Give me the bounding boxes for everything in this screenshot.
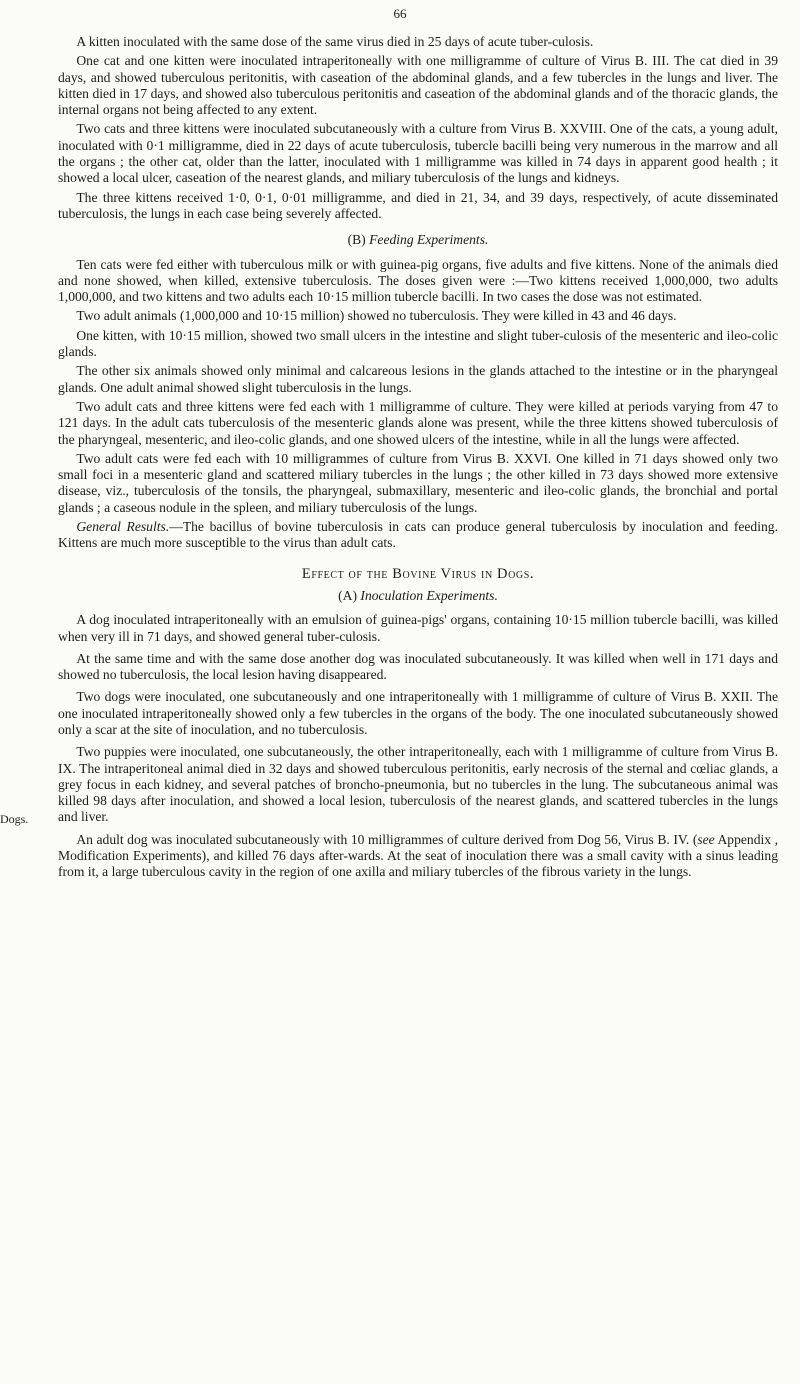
paragraph: One kitten, with 10·15 million, showed two small ulcers in the intestine and slight tuber-culosis of the mesenteric and ileo-colic glands.: [58, 327, 778, 360]
subheading-label: (A): [338, 587, 358, 603]
section-dogs-inoculation: [58, 612, 778, 880]
paragraph: Two adult cats were fed each with 10 milligrammes of culture from Virus B. XXVI. One killed in 71 days showed only two small foci in a mesenteric gland and scattered miliary tubercles in the lungs ; the other killed in 73 days showed more extensive disease, viz., tuberculosis of the tonsils, the pharyngeal, submaxillary, mesenteric and ileo-colic glands, the bronchial and portal glands ; a caseous nodule in the spleen, and miliary tuberculosis of the lungs.: [58, 450, 778, 515]
paragraph: Two adult animals (1,000,000 and 10·15 million) showed no tuberculosis. They were killed in 43 and 46 days.: [76, 308, 677, 324]
paragraph: Two puppies were inoculated, one subcutaneously, the other intraperitoneally, each with 1 milligramme of culture from Virus B. IX. The intraperitoneal animal died in 32 days and showed tuberculous peritonitis, early necrosis of the sternal and cœliac glands, a grey focus in each kidney, and several patches of broncho-pneumonia, but no tubercles in the lung. The subcutaneous animal was killed 98 days after inoculation, and showed a local lesion, tuberculosis of the nearest glands, and scattered tubercles in the lungs and liver.: [58, 744, 778, 825]
general-results: [58, 519, 778, 552]
subheading-title: Feeding Experiments.: [369, 232, 489, 248]
subheading-title: Inoculation Experiments.: [360, 587, 498, 603]
section-heading-dogs: Effect of the Bovine Virus in Dogs.: [301, 565, 535, 582]
paragraph: At the same time and with the same dose another dog was inoculated subcutaneously. It was killed when well in 171 days and showed no tuberculosis, the local lesion having disappeared.: [58, 650, 778, 683]
paragraph-part: Appendix , Modification Experiments), and killed 76 days after-wards. At the seat of inoculation there was a small cavity with a sinus leading from it, a large tuberculous cavity in the region of one axilla and miliary tubercles of the fibrous variety in the lungs.: [58, 831, 778, 880]
section-cats-feeding: [58, 257, 778, 552]
general-results-label: General Results.: [76, 519, 170, 535]
margin-note: Dogs.: [0, 812, 29, 826]
paragraph: The three kittens received 1·0, 0·1, 0·01 milligramme, and died in 21, 34, and 39 days, respectively, of acute disseminated tuberculosis, the lungs in each case being severely affected.: [58, 189, 778, 221]
paragraph: Two cats and three kittens were inoculated subcutaneously with a culture from Virus B. XXVIII. One of the cats, a young adult, inoculated with 0·1 milligramme, died in 22 days of acute tuberculosis, tubercle bacilli being very numerous in the marrow and all the organs ; the other cat, older than the latter, inoculated with 1 milligramme was killed in 74 days in apparent good health ; it showed a local ulcer, caseation of the nearest glands, and miliary tuberculosis of the lungs and kidneys.: [58, 121, 778, 186]
paragraph: A dog inoculated intraperitoneally with an emulsion of guinea-pigs' organs, containing 10·15 million tubercle bacilli, was killed when very ill in 71 days, and showed general tuber-culosis.: [58, 612, 778, 644]
page-number: 66: [393, 6, 407, 21]
paragraph-part: An adult dog was inoculated subcutaneously with 10 milligrammes of culture derived from Dog 56, Virus B. IV. (: [76, 831, 698, 847]
section-cats-inoculation: [58, 34, 778, 222]
paragraph: [58, 832, 778, 881]
paragraph: A kitten inoculated with the same dose of the same virus died in 25 days of acute tuber-culosis.: [76, 34, 594, 49]
subheading-inoculation: [58, 588, 778, 604]
paragraph: Ten cats were fed either with tuberculous milk or with guinea-pig organs, five adults and five kittens. None of the animals died and none showed, when killed, extensive tuberculosis. The doses given were :—Two kittens received 1,000,000, two adults 1,000,000, and two kittens and two adults each 10·15 million tubercle bacilli. In two cases the dose was not estimated.: [58, 256, 778, 305]
general-results-text: —The bacillus of bovine tuberculosis in cats can produce general tuberculosis by inoculation and feeding. Kittens are much more susceptible to the virus than adult cats.: [58, 519, 778, 551]
paragraph: One cat and one kitten were inoculated intraperitoneally with one milligramme of culture of Virus B. III. The cat died in 39 days, and showed tuberculous peritonitis, with caseation of the abdominal glands, and a few tubercles in the lungs and liver. The kitten died in 17 days, and showed also tuberculous peritonitis and caseation of the abdominal glands and of the thoracic glands, the internal organs not being affected to any extent.: [58, 53, 778, 118]
see-reference: see: [697, 831, 715, 847]
subheading-feeding: [58, 232, 778, 248]
paragraph: The other six animals showed only minimal and calcareous lesions in the glands attached to the intestine or in the pharyngeal glands. One adult animal showed slight tuberculosis in the lungs.: [58, 363, 778, 395]
paragraph: Two adult cats and three kittens were fed each with 1 milligramme of culture. They were killed at periods varying from 47 to 121 days. In the adult cats tuberculosis of the mesenteric glands alone was present, while the three kittens showed tuberculosis of the pharyngeal, mesenteric, and ileo-colic glands, and one showed ulcers of the intestine, while in all the lungs were affected.: [58, 398, 778, 447]
paragraph: Two dogs were inoculated, one subcutaneously and one intraperitoneally with 1 milligramme of culture of Virus B. XXII. The one inoculated intraperitoneally showed only a few tubercles in the organs of the body. The one inoculated subcutaneously showed only a scar at the site of inoculation, and no tuberculosis.: [58, 689, 778, 737]
text-column: [58, 34, 778, 887]
subheading-label: (B): [347, 232, 366, 248]
